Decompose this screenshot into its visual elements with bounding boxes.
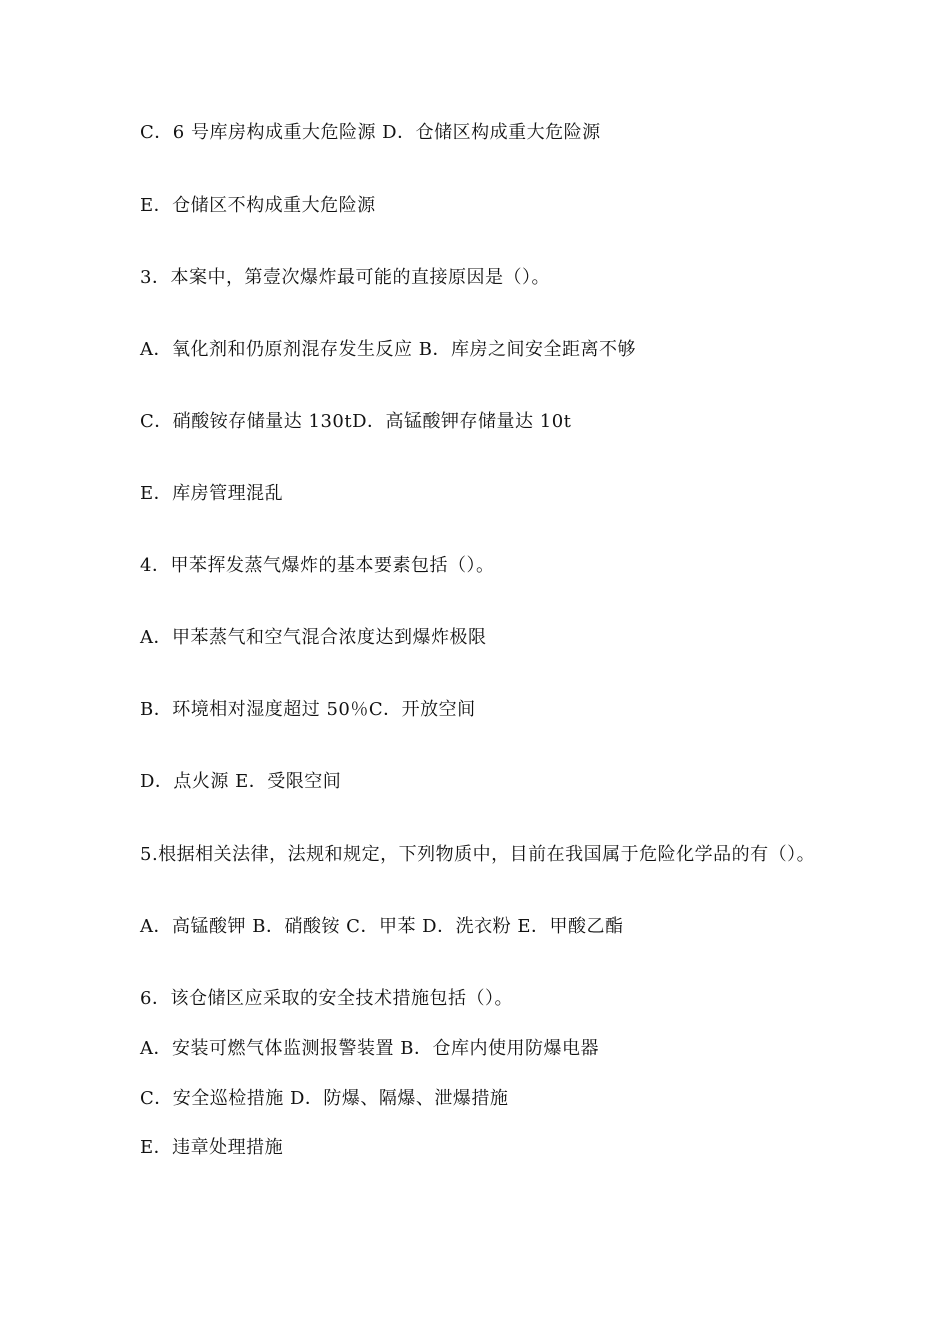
option-line-q4-de: D．点火源 E．受限空间 bbox=[140, 771, 342, 792]
option-line-q3-cd: C．硝酸铵存储量达 130tD．高锰酸钾存储量达 10t bbox=[140, 411, 572, 432]
question-4: 4．甲苯挥发蒸气爆炸的基本要素包括（）。 bbox=[140, 555, 495, 576]
question-6: 6．该仓储区应采取的安全技术措施包括（）。 bbox=[140, 988, 513, 1009]
option-line-q2-e: E．仓储区不构成重大危险源 bbox=[140, 195, 376, 216]
option-line-q6-e: E．违章处理措施 bbox=[140, 1137, 284, 1158]
option-line-q6-cd: C．安全巡检措施 D．防爆、隔爆、泄爆措施 bbox=[140, 1088, 509, 1109]
question-5: 5.根据相关法律，法规和规定，下列物质中，目前在我国属于危险化学品的有（）。 bbox=[140, 844, 816, 865]
question-3: 3．本案中，第壹次爆炸最可能的直接原因是（）。 bbox=[140, 267, 550, 288]
option-line-q3-ab: A．氧化剂和仍原剂混存发生反应 B．库房之间安全距离不够 bbox=[140, 339, 636, 360]
option-line-q3-e: E．库房管理混乱 bbox=[140, 483, 284, 504]
option-line-q2-cd: C．6 号库房构成重大危险源 D．仓储区构成重大危险源 bbox=[140, 122, 601, 143]
option-line-q6-ab: A．安装可燃气体监测报警装置 B．仓库内使用防爆电器 bbox=[140, 1038, 599, 1059]
option-line-q5: A．高锰酸钾 B．硝酸铵 C．甲苯 D．洗衣粉 E．甲酸乙酯 bbox=[140, 916, 624, 937]
option-line-q4-a: A．甲苯蒸气和空气混合浓度达到爆炸极限 bbox=[140, 627, 487, 648]
option-line-q4-bc: B．环境相对湿度超过 50％C．开放空间 bbox=[140, 699, 476, 720]
